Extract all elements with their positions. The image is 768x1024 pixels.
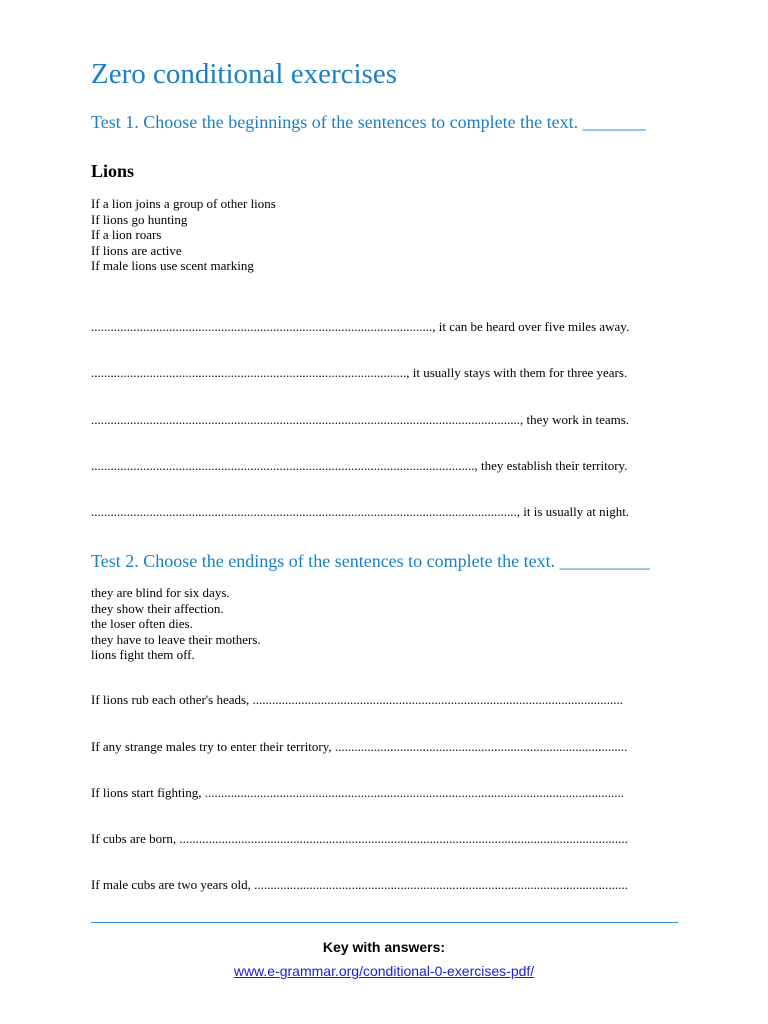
answer-key-link[interactable]: www.e-grammar.org/conditional-0-exercises-pdf/ <box>233 963 535 979</box>
test2-heading: Test 2. Choose the endings of the sentences to complete the text. __________ <box>91 551 650 571</box>
test2-sentence: If male cubs are two years old, ................................................................................................................... <box>91 877 628 892</box>
test1-sentence: ........................................................................................................., it can be heard over five miles away. <box>91 319 630 334</box>
test2-sentence: If lions start fighting, ................................................................................................................................. <box>91 785 624 800</box>
test2-sentence: If any strange males try to enter their territory, .......................................................................................... <box>91 739 628 754</box>
key-label: Key with answers: <box>322 939 446 955</box>
test1-options-list <box>91 196 276 274</box>
test1-heading: Test 1. Choose the beginnings of the sentences to complete the text. _______ <box>91 112 646 132</box>
list-item: If lions are active <box>91 242 182 258</box>
list-item: they are blind for six days. <box>91 585 230 600</box>
list-item: If a lion roars <box>91 227 162 242</box>
list-item: If male lions use scent marking <box>91 258 254 273</box>
list-item: If lions go hunting <box>91 211 188 227</box>
test1-sentence: ................................................................................................., it usually stays with them for three years. <box>91 365 628 380</box>
test1-sentence: ..................................................................................................................................., it is usually at night. <box>91 504 630 519</box>
test1-sentence: ...................................................................................................................................., they work in teams. <box>91 412 630 427</box>
list-item: they show their affection. <box>91 600 224 616</box>
footer-divider <box>91 922 678 923</box>
test2-sentence: If lions rub each other's heads, .................................................................................................................. <box>91 692 624 707</box>
test1-sentence: ......................................................................................................................, they establish their territory. <box>91 458 628 473</box>
test2-options-list <box>91 585 261 663</box>
page-title: Zero conditional exercises <box>91 58 397 90</box>
section-title-lions: Lions <box>91 161 135 181</box>
list-item: they have to leave their mothers. <box>91 631 261 647</box>
answer-key-link-container <box>0 964 768 978</box>
list-item: If a lion joins a group of other lions <box>91 196 276 211</box>
list-item: lions fight them off. <box>91 647 195 662</box>
test2-sentence: If cubs are born, .......................................................................................................................................... <box>91 831 628 846</box>
list-item: the loser often dies. <box>91 616 193 631</box>
